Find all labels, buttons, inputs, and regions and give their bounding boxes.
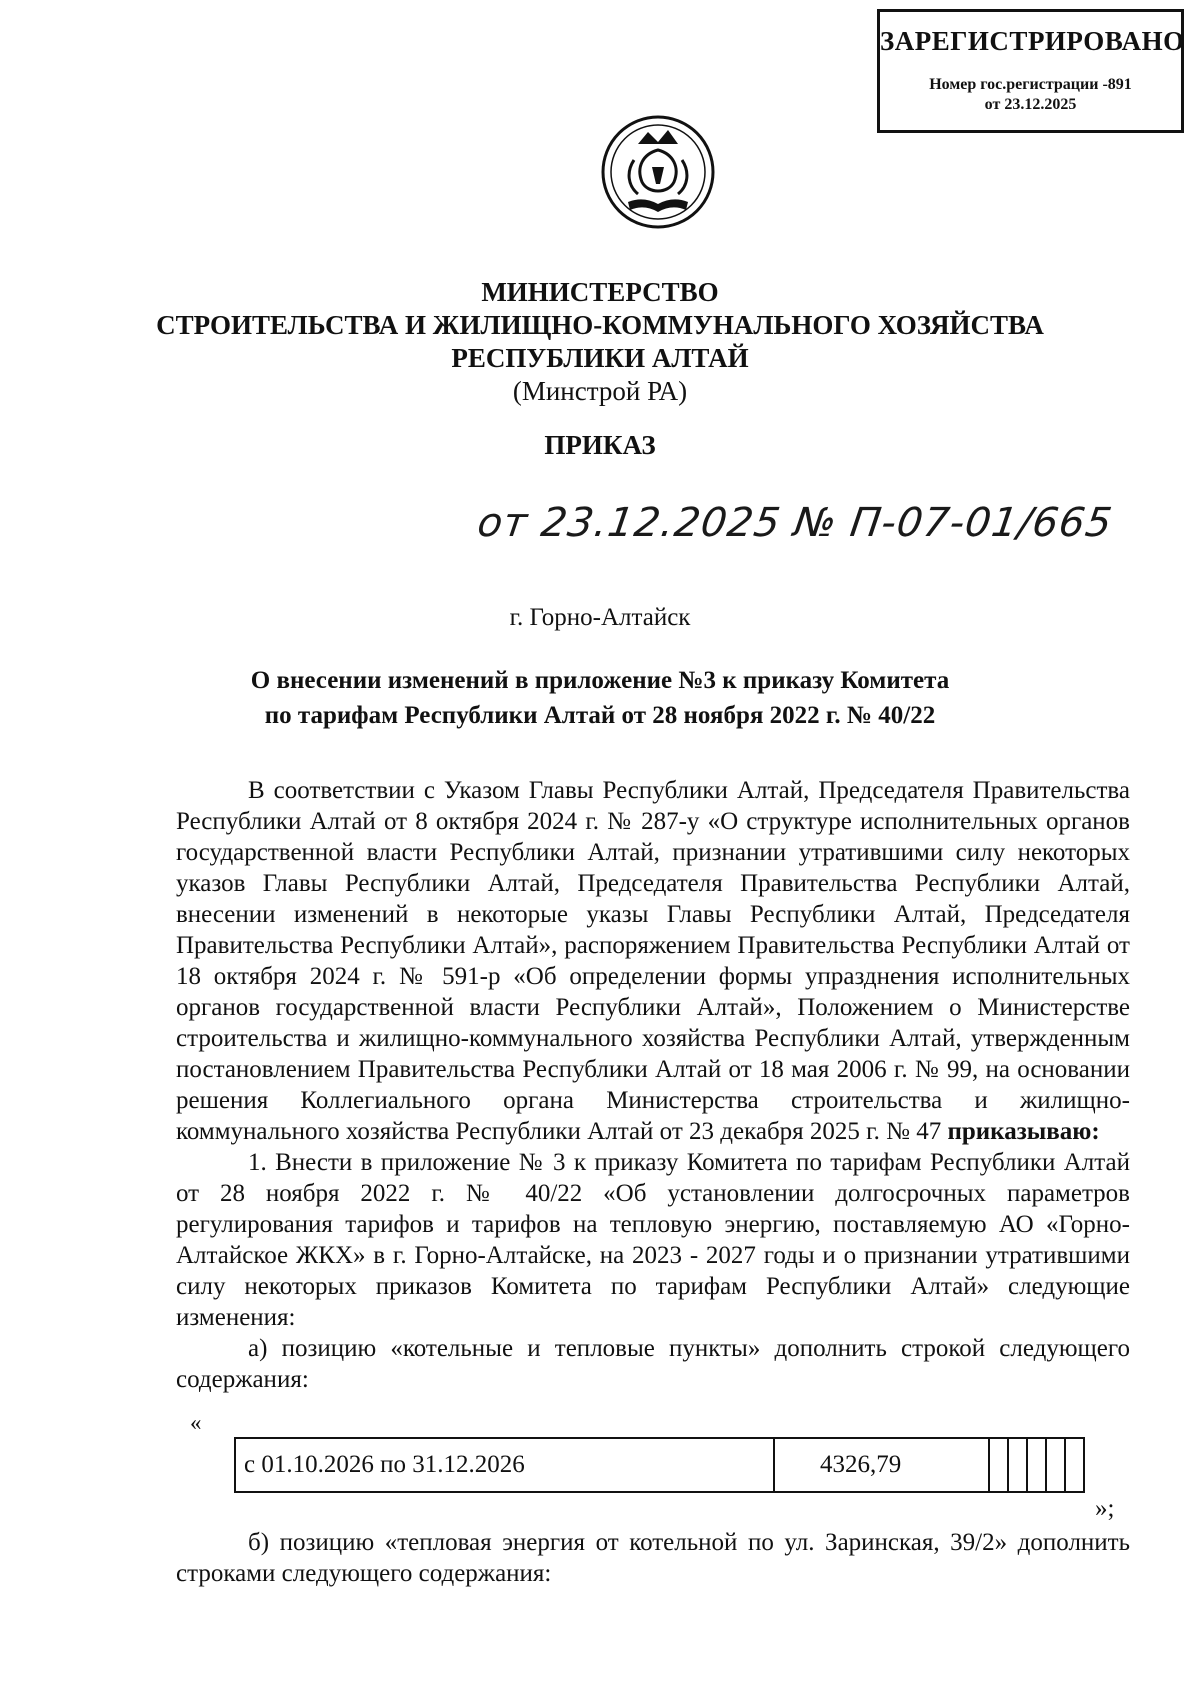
- document-subject: [0, 663, 1200, 733]
- ministry-line-3: РЕСПУБЛИКИ АЛТАЙ: [451, 343, 749, 373]
- table-row: [235, 1438, 1084, 1492]
- city: г. Горно-Алтайск: [509, 604, 691, 631]
- subject-line-2: по тарифам Республики Алтай от 28 ноября 2022 г. № 40/22: [264, 702, 936, 729]
- ministry-line-2: СТРОИТЕЛЬСТВА И ЖИЛИЩНО-КОММУНАЛЬНОГО ХОЗЯЙСТВА: [156, 310, 1044, 340]
- subject-line-1: О внесении изменений в приложение №3 к приказу Комитета: [250, 667, 950, 694]
- stamp-title: ЗАРЕГИСТРИРОВАНО: [880, 26, 1185, 56]
- tariff-table: [234, 1437, 1085, 1493]
- preamble-text: В соответствии с Указом Главы Республики Алтай, Председателя Правительства Республики Алтай от 8 октября 2024 г. № 287-у «О структуре исполнительных органов государственной власти Республики Алтай, признании утратившими силу некоторых указов Главы Республики Алтай, Председателя Правительства Республики Алтай, внесении изменений в некоторые указы Главы Республики Алтай, Председателя Правительства Республики Алтай», распоряжением Правительства Республики Алтай от 18 октября 2024 г. № 591-р «Об определении формы упразднения исполнительных органов государственной власти Республики Алтай», Положением о Министерстве строительства и жилищно-коммунального хозяйства Республики Алтай, утвержденным постановлением Правительства Республики Алтай от 18 мая 2006 г. № 99, на основании решения Коллегиального органа Министерства строительства и жилищно-коммунального хозяйства Республики Алтай от 23 декабря 2025 г. № 47: [176, 777, 1130, 1145]
- ministry-line-1: МИНИСТЕРСТВО: [481, 277, 719, 307]
- table-cell-empty: [1008, 1438, 1027, 1492]
- table-cell-empty: [989, 1438, 1008, 1492]
- quote-open: «: [190, 1410, 202, 1435]
- ministry-short-name: (Минстрой РА): [512, 376, 688, 406]
- table-cell-period: с 01.10.2026 по 31.12.2026: [235, 1438, 774, 1492]
- quote-close: »;: [1095, 1495, 1115, 1522]
- item-b-paragraph: б) позицию «тепловая энергия от котельной по ул. Заринская, 39/2» дополнить строками следующего содержания:: [176, 1529, 1130, 1587]
- table-cell-empty: [1027, 1438, 1046, 1492]
- table-cell-empty: [1046, 1438, 1065, 1492]
- item-a-paragraph: а) позицию «котельные и тепловые пункты» дополнить строкой следующего содержания:: [176, 1335, 1130, 1393]
- stamp-reg-date: от 23.12.2025: [984, 96, 1077, 113]
- document-body: [176, 775, 1130, 1395]
- republic-altai-coat-of-arms-icon: [598, 112, 718, 232]
- preamble-paragraph: [176, 775, 1130, 1147]
- handwritten-order-number: от 23.12.2025 № П-07-01/665: [474, 500, 1116, 546]
- document-type: ПРИКАЗ: [544, 430, 656, 460]
- ministry-header: [0, 276, 1200, 408]
- registration-stamp: [877, 9, 1184, 133]
- document-body-continued: [176, 1527, 1130, 1589]
- item-1-paragraph: 1. Внести в приложение № 3 к приказу Комитета по тарифам Республики Алтай от 28 ноября 2022 г. № 40/22 «Об установлении долгосрочных параметров регулирования тарифов и тарифов на тепловую энергию, поставляемую АО «Горно-Алтайское ЖКХ» в г. Горно-Алтайске, на 2023 - 2027 годы и о признании утратившими силу некоторых приказов Комитета по тарифам Республики Алтай» следующие изменения:: [176, 1149, 1130, 1331]
- preamble-bold: приказываю:: [947, 1118, 1100, 1145]
- stamp-reg-number: Номер гос.регистрации -891: [929, 76, 1132, 93]
- table-cell-empty: [1065, 1438, 1084, 1492]
- table-cell-value: 4326,79: [774, 1438, 989, 1492]
